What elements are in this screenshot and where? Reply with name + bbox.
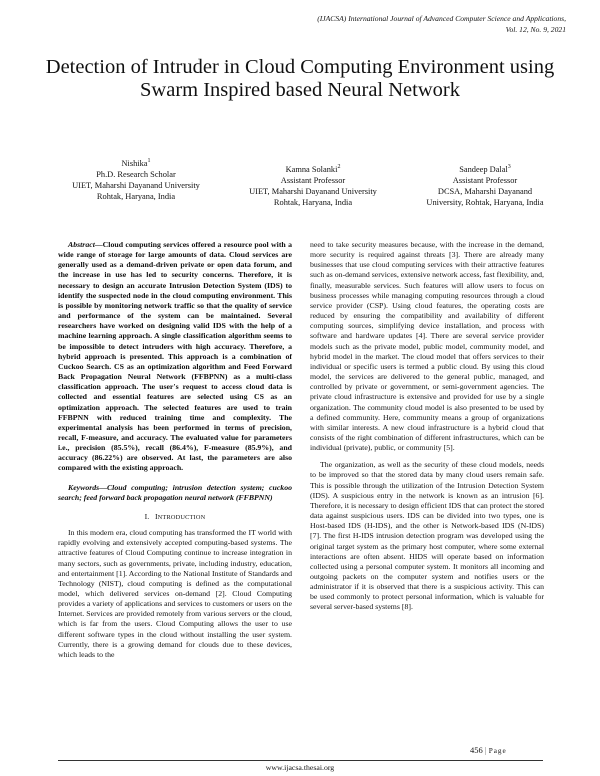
right-paragraph-1: need to take security measures because, with the increase in the demand, more security is required against threats [3]. There are already many businesses that use cloud computing services with their attractive features such as on-demand services, extensive network access, fast flexibility, and, finally, measurable services. Such features will allow users to focus on business processes while managing computing resources through a cloud service provider (CSP). Using cloud features, the operating costs are reduced by ensuring the compatibility and availability of different computing sources, simplifying device installation, and process with software and hardware updates [4]. There are several service provider models such as the private model, public model, community model, and hybrid model in the market. The cloud model that offers services to their individual or specific users is termed a public cloud. By using this cloud model, the services are delivered to the general public, managed, and controlled by private or government, or semi-government agencies. The private cloud infrastructure is extensive and provided for use by a single organization. The community cloud model is also presented to be used by a defined community. Here, community means a group of organizations with similar interests. A new cloud infrastructure is a hybrid cloud that consists of the right combination of different infrastructures, which can be individual (private), public, or community [5].	[310, 240, 544, 453]
page-number-separator: |	[482, 745, 489, 755]
author-affiliation: UIET, Maharshi Dayanand University	[72, 181, 200, 191]
right-column	[310, 240, 544, 613]
author-role: Assistant Professor	[452, 176, 518, 185]
author-affiliation: UIET, Maharshi Dayanand University	[249, 187, 377, 197]
page-number-value: 456	[470, 745, 483, 755]
footer-url: www.ijacsa.thesai.org	[265, 763, 335, 772]
author-name: Sandeep Dalal	[459, 164, 508, 174]
section-title-rest: NTRODUCTION	[157, 513, 206, 521]
author-block-1	[56, 156, 216, 203]
author-role: Assistant Professor	[280, 176, 346, 185]
author-sup: 2	[337, 164, 341, 170]
author-name: Nishika	[121, 158, 148, 168]
author-location: Rohtak, Haryana, India	[273, 198, 353, 208]
author-affiliation: DCSA, Maharshi Dayanand	[437, 187, 533, 197]
author-sup: 3	[507, 164, 511, 170]
abstract	[58, 240, 292, 474]
author-name: Kamna Solanki	[285, 164, 338, 174]
journal-header	[206, 14, 566, 35]
abstract-dash: —	[94, 240, 103, 249]
page-number	[470, 745, 507, 755]
intro-paragraph-1: In this modern era, cloud computing has transformed the IT world with rapidly evolving and extensively accepted computing-based systems. The attractive features of Cloud Computing continue to increase integration in many sectors, such as governments, private, including industry, education, and entertainment [1]. According to the National Institute of Standards and Technology (NIST), cloud computing is defined as the computational model, which delivered services on-demand [2]. Cloud Computing provides a variety of applications and services to customers or users on the Internet. Services are provided remotely from various servers or the cloud, which is far from the users. Cloud Computing allows the user to use different software types in the cloud without installing the user system. Currently, there is a growing demand for clouds due to these devices, which leads to the	[58, 528, 292, 659]
keywords: Keywords—Cloud computing; intrusion detection system; cuckoo search; feed forward back propagation neural network (FFBPNN)	[58, 482, 292, 502]
right-paragraph-2: The organization, as well as the security of these cloud models, needs to be improved so that the stored data by many cloud users remain safe. This is possible through the utilization of the Intrusion Detection System (IDS). A suspicious entry in the network is known as an intrusion [6]. Therefore, it is necessary to design efficient IDS that can protect the stored data against suspicious users. IDS can be divided into two types, one is Host-based IDS (H-IDS), and the other is Network-based IDS (N-IDS) [7]. The first H-IDS intrusion detection program was developed using the original target system as the primary host computer, where some external interactions are often absent. HIDS will operate based on information collected using a personal computer system. It monitors all incoming and outgoing packets on the computer system and notifies users or the administrator if it is observed that there is a suspicious activity. This can be used commonly to protect personal information, which is valuable for several server-based systems [8].	[310, 460, 544, 612]
author-role: Ph.D. Research Scholar	[96, 170, 176, 179]
author-sup: 1	[147, 158, 151, 164]
section-heading-introduction	[58, 512, 292, 523]
left-column	[58, 240, 292, 660]
journal-header-line2: Vol. 12, No. 9, 2021	[505, 24, 566, 34]
paper-title: Detection of Intruder in Cloud Computing Environment using Swarm Inspired based Neural Network	[45, 56, 555, 101]
abstract-text: Cloud computing services offered a resource pool with a wide range of storage for large amounts of data. Cloud services are generally used as a demand-driven private or open data forum, and the increase in use has led to security concerns. Therefore, it is necessary to design an accurate Intrusion Detection System (IDS) to identify the suspected node in the cloud computing environment. This is possible by monitoring network traffic so that the quality of service and performance of the system can be maintained. Several researchers have worked on designing valid IDS with the help of a machine learning approach. A single classification algorithm seems to be impossible to detect intruders with high accuracy. Therefore, a hybrid approach is presented. This approach is a combination of Cuckoo Search. CS as an optimization algorithm and Feed Forward Back Propagation Neural Network (FFBPNN) as a multi-class classification approach. The user's request to access cloud data is collected and essential features are selected using CS as an optimization approach. The selected features are used to train FFBPNN with reduced training time and complexity. The experimental analysis has been performed in terms of precision, recall, F-measure, and accuracy. The evaluated value for parameters i.e., precision (85.5%), recall (86.4%), F-measure (85.9%), and accuracy (86.22%) are observed. At last, the parameters are also compared with the existing approach.	[58, 240, 292, 473]
author-block-2	[218, 162, 408, 209]
abstract-lead: Abstract	[68, 240, 95, 249]
footer-divider	[58, 760, 543, 761]
author-location: University, Rohtak, Haryana, India	[426, 198, 544, 208]
journal-header-line1: (IJACSA) International Journal of Advanced Computer Science and Applications,	[317, 14, 566, 23]
author-location: Rohtak, Haryana, India	[96, 192, 176, 202]
section-title-cap: I	[155, 511, 158, 521]
section-numeral: I.	[144, 511, 150, 521]
page-label: Page	[488, 747, 507, 755]
author-block-3	[410, 162, 560, 209]
